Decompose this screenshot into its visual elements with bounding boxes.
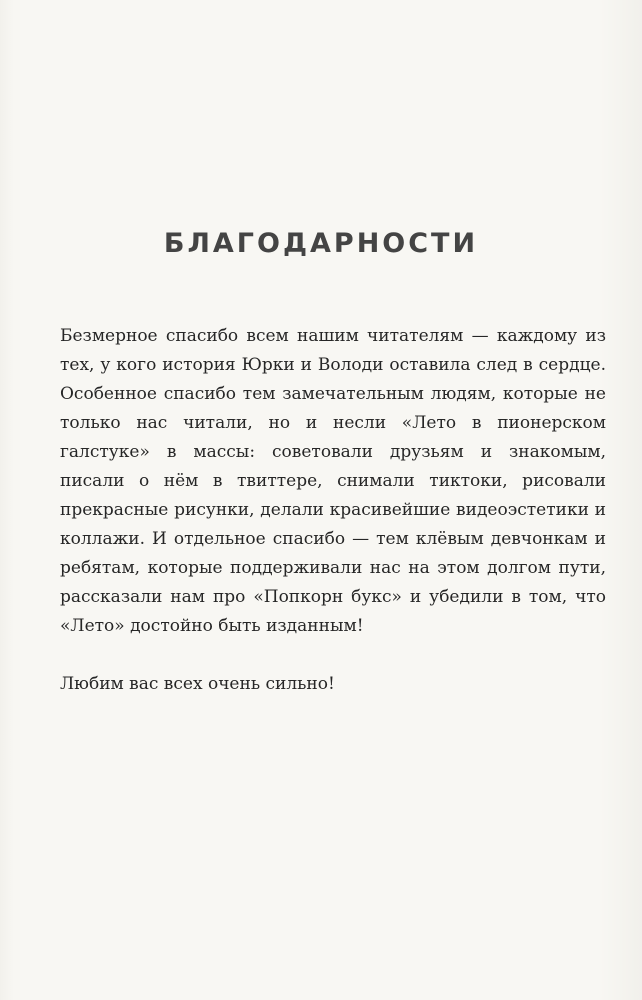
paragraph-closing: Любим вас всех очень сильно! <box>60 674 335 694</box>
body-text <box>60 322 606 728</box>
paragraph-acknowledgements: Безмерное спасибо всем нашим читателям — каждому из тех, у кого история Юрки и Володи оставила след в сердце. Особенное спасибо тем замечательным людям, которые не только нас читали, но и несли «Лето в пионерском галстуке» в массы: советовали друзьям и знакомым, писали о нём в твиттере, снимали тиктоки, рисовали прекрасные рисунки, делали красивейшие видеоэстетики и коллажи. И отдельное спасибо — тем клёвым девчонкам и ребятам, которые поддерживали нас на этом долгом пути, рассказали нам про «Попкорн букс» и убедили в том, что «Лето» достойно быть изданным! <box>60 326 606 636</box>
page-title: БЛАГОДАРНОСТИ <box>163 228 479 259</box>
